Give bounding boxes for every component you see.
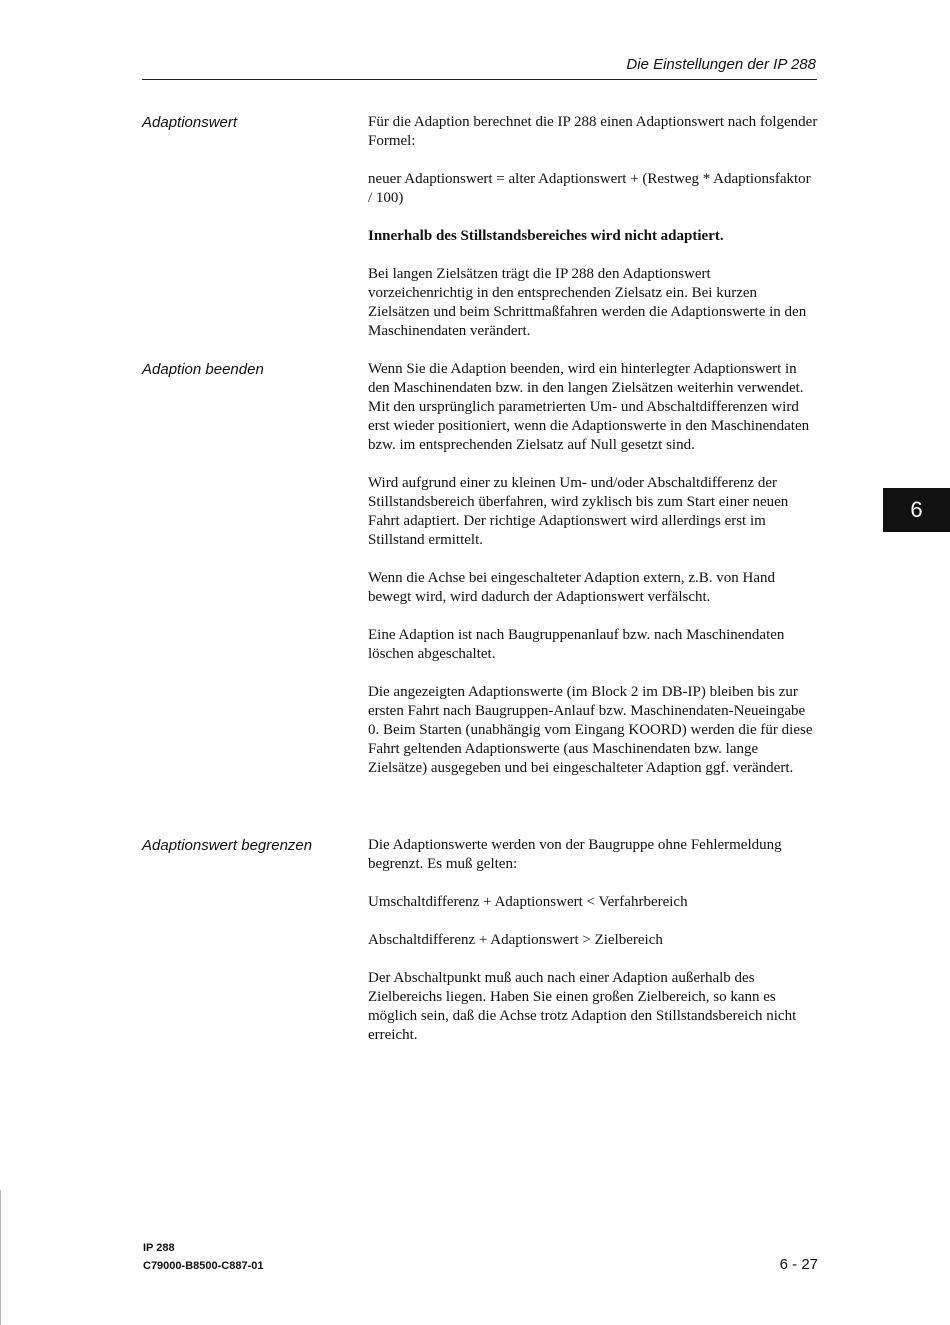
paragraph: Die Adaptionswerte werden von der Baugruppe ohne Fehlermeldung begrenzt. Es muß gelten: bbox=[368, 837, 782, 872]
running-header-title: Die Einstellungen der IP 288 bbox=[626, 56, 816, 73]
condition-line: Abschaltdifferenz + Adaptionswert > Zielbereich bbox=[368, 932, 663, 948]
section-body-adaption-beenden bbox=[368, 360, 818, 778]
bold-note: Innerhalb des Stillstandsbereiches wird nicht adaptiert. bbox=[368, 228, 724, 244]
section-label-adaptionswert-begrenzen: Adaptionswert begrenzen bbox=[142, 837, 313, 854]
footer-product-name: IP 288 bbox=[143, 1242, 175, 1254]
paragraph: Für die Adaption berechnet die IP 288 einen Adaptionswert nach folgender Formel: bbox=[368, 114, 818, 149]
formula-paragraph: neuer Adaptionswert = alter Adaptionswert + (Restweg * Adaptionsfaktor / 100) bbox=[368, 171, 811, 206]
section-body-adaptionswert-begrenzen bbox=[368, 836, 818, 1045]
header-divider bbox=[142, 79, 817, 80]
condition-line: Umschaltdifferenz + Adaptionswert < Verfahrbereich bbox=[368, 894, 688, 910]
section-body-adaptionswert bbox=[368, 113, 818, 341]
paragraph: Der Abschaltpunkt muß auch nach einer Adaption außerhalb des Zielbereichs liegen. Haben Sie einen großen Zielbereich, so kann es möglich sein, daß die Achse trotz Adaption den Stillstandsbereich nicht erreicht. bbox=[368, 970, 797, 1043]
paragraph: Bei langen Zielsätzen trägt die IP 288 den Adaptionswert vorzeichenrichtig in den entsprechenden Zielsatz ein. Bei kurzen Zielsätzen und beim Schrittmaßfahren werden die Adaptionswerte in den Maschinendaten verändert. bbox=[368, 266, 807, 339]
paragraph: Wenn die Achse bei eingeschalteter Adaption extern, z.B. von Hand bewegt wird, wird dadurch der Adaptionswert verfälscht. bbox=[368, 570, 775, 605]
paragraph: Wenn Sie die Adaption beenden, wird ein hinterlegter Adaptionswert in den Maschinendaten bzw. in den langen Zielsätzen weiterhin verwendet. Mit den ursprünglich parametrierten Um- und Abschaltdifferenzen wird erst wieder positioniert, wenn die Adaptionswerte in den Maschinendaten bzw. im entsprechenden Zielsatz auf Null gesetzt sind. bbox=[368, 361, 810, 453]
section-label-adaption-beenden: Adaption beenden bbox=[142, 361, 264, 378]
scan-edge-line bbox=[0, 1190, 1, 1325]
chapter-tab: 6 bbox=[883, 488, 950, 532]
paragraph: Eine Adaption ist nach Baugruppenanlauf bzw. nach Maschinendaten löschen abgeschaltet. bbox=[368, 627, 785, 662]
section-label-adaptionswert: Adaptionswert bbox=[142, 114, 238, 131]
page-number: 6 - 27 bbox=[779, 1256, 818, 1273]
footer-order-number: C79000-B8500-C887-01 bbox=[143, 1260, 264, 1272]
paragraph: Wird aufgrund einer zu kleinen Um- und/oder Abschaltdifferenz der Stillstandsbereich überfahren, wird zyklisch bis zum Start einer neuen Fahrt adaptiert. Der richtige Adaptionswert wird allerdings erst im Stillstand ermittelt. bbox=[368, 475, 789, 548]
paragraph: Die angezeigten Adaptionswerte (im Block 2 im DB-IP) bleiben bis zur ersten Fahrt nach Baugruppen-Anlauf bzw. Maschinendaten-Neueingabe 0. Beim Starten (unabhängig vom Eingang KOORD) werden die für diese Fahrt geltenden Adaptionswerte (aus Maschinendaten bzw. lange Zielsätze) ausgegeben und bei eingeschalteter Adaption ggf. verändert. bbox=[368, 684, 813, 776]
